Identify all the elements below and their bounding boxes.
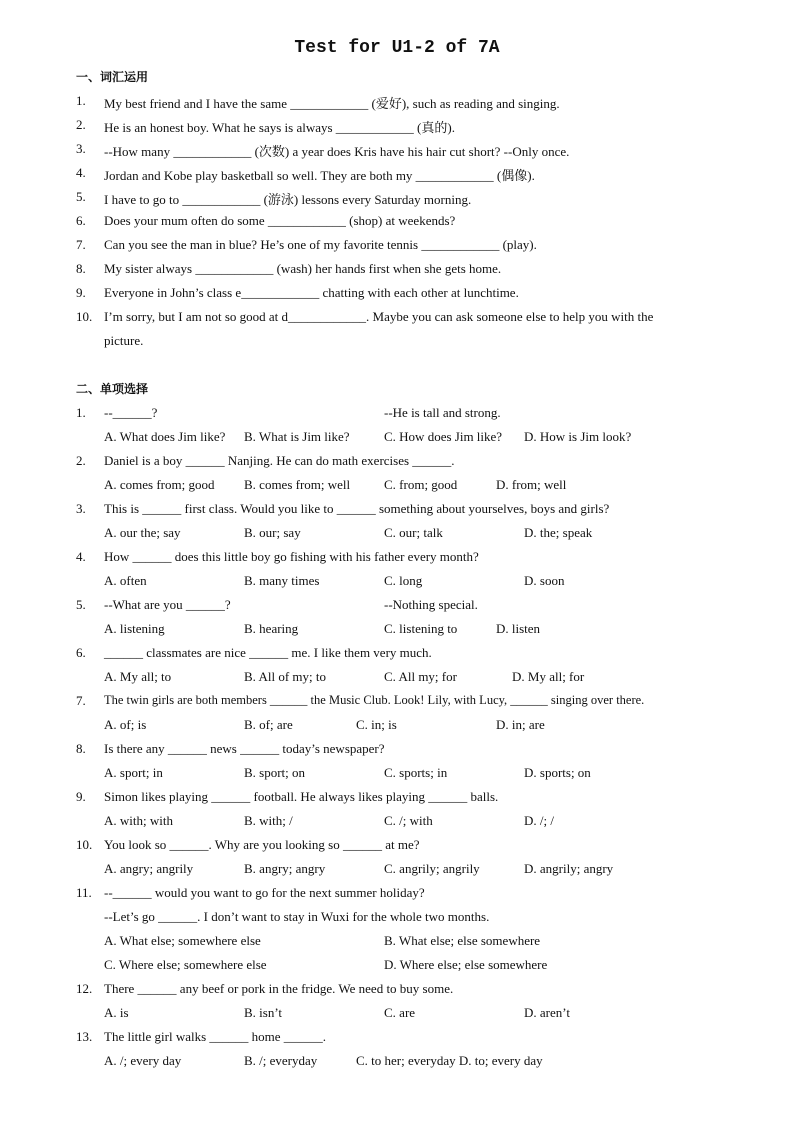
question-text: The little girl walks ______ home ______.: [104, 1029, 327, 1044]
option-b: B. many times: [244, 573, 320, 588]
option-d: D. How is Jim look?: [524, 429, 632, 444]
option-d: D. aren’t: [524, 1005, 570, 1020]
option-b: B. All of my; to: [244, 669, 326, 684]
option-a: A. of; is: [104, 717, 147, 732]
question-number: 10.: [76, 837, 93, 852]
option-d: D. the; speak: [524, 525, 593, 540]
item-number: 7.: [76, 237, 86, 252]
option-d: D. sports; on: [524, 765, 591, 780]
option-b: B. comes from; well: [244, 477, 351, 492]
question-text: How ______ does this little boy go fishing with his father every month?: [104, 549, 479, 564]
option-a: A. our the; say: [104, 525, 181, 540]
question-number: 4.: [76, 549, 86, 564]
option-b: B. hearing: [244, 621, 299, 636]
option-c: C. are: [384, 1005, 416, 1020]
item-text: --How many ____________ (次数) a year does Kris have his hair cut short? --Only once.: [104, 144, 570, 159]
question-text: ______ classmates are nice ______ me. I like them very much.: [104, 645, 432, 660]
option-a: A. angry; angrily: [104, 861, 194, 876]
item-number: 10.: [76, 309, 93, 324]
option-c: C. our; talk: [384, 525, 443, 540]
item-number: 5.: [76, 189, 86, 204]
option-c: C. long: [384, 573, 423, 588]
section-1-heading: 一、词汇运用: [76, 70, 149, 84]
question-text: This is ______ first class. Would you like to ______ something about yourselves, boys and girls?: [104, 501, 610, 516]
item-text: Can you see the man in blue? He’s one of my favorite tennis ____________ (play).: [104, 237, 537, 252]
option-d: D. from; well: [496, 477, 567, 492]
question-number: 5.: [76, 597, 86, 612]
question-reply: --Let’s go ______. I don’t want to stay in Wuxi for the whole two months.: [104, 909, 490, 924]
option-a: A. often: [104, 573, 147, 588]
question-reply: --Nothing special.: [384, 597, 478, 612]
option-c-d: C. to her; everyday D. to; every day: [356, 1053, 543, 1068]
option-a: A. My all; to: [104, 669, 172, 684]
option-c: C. Where else; somewhere else: [104, 957, 267, 972]
item-number: 3.: [76, 141, 86, 156]
item-number: 1.: [76, 93, 86, 108]
question-number: 12.: [76, 981, 93, 996]
item-number: 2.: [76, 117, 86, 132]
item-number: 9.: [76, 285, 86, 300]
question-number: 13.: [76, 1029, 93, 1044]
item-text: Everyone in John’s class e____________ chatting with each other at lunchtime.: [104, 285, 519, 300]
item-text: Jordan and Kobe play basketball so well. They are both my ____________ (偶像).: [104, 168, 535, 183]
question-text: Is there any ______ news ______ today’s newspaper?: [104, 741, 385, 756]
question-number: 2.: [76, 453, 86, 468]
option-b: B. angry; angry: [244, 861, 326, 876]
question-text: You look so ______. Why are you looking so ______ at me?: [104, 837, 420, 852]
option-c: C. from; good: [384, 477, 458, 492]
option-a: A. is: [104, 1005, 129, 1020]
question-text: --What are you ______?: [104, 597, 231, 612]
option-b: B. with; /: [244, 813, 293, 828]
option-a: A. with; with: [104, 813, 173, 828]
option-b: B. /; everyday: [244, 1053, 318, 1068]
item-text: I have to go to ____________ (游泳) lessons every Saturday morning.: [104, 192, 472, 207]
option-b: B. isn’t: [244, 1005, 283, 1020]
option-b: B. sport; on: [244, 765, 306, 780]
item-number: 8.: [76, 261, 86, 276]
item-text-continued: picture.: [104, 333, 144, 348]
option-c: C. /; with: [384, 813, 433, 828]
question-number: 6.: [76, 645, 86, 660]
item-text: He is an honest boy. What he says is always ____________ (真的).: [104, 120, 455, 135]
page-title: Test for U1-2 of 7A: [294, 38, 500, 58]
option-c: C. sports; in: [384, 765, 448, 780]
option-d: D. soon: [524, 573, 565, 588]
item-number: 4.: [76, 165, 86, 180]
question-number: 8.: [76, 741, 86, 756]
item-text: My best friend and I have the same ____________ (爱好), such as reading and singing.: [104, 96, 560, 111]
option-d: D. Where else; else somewhere: [384, 957, 548, 972]
question-number: 11.: [76, 885, 92, 900]
option-b: B. our; say: [244, 525, 301, 540]
option-b: B. of; are: [244, 717, 293, 732]
option-c: C. angrily; angrily: [384, 861, 480, 876]
question-text: The twin girls are both members ______ the Music Club. Look! Lily, with Lucy, ______ singing over there.: [104, 693, 645, 707]
item-text: I’m sorry, but I am not so good at d____________. Maybe you can ask someone else to help you with the: [104, 309, 654, 324]
option-d: D. /; /: [524, 813, 554, 828]
option-c: C. All my; for: [384, 669, 457, 684]
option-c: C. listening to: [384, 621, 458, 636]
section-2-heading: 二、单项选择: [76, 382, 149, 396]
option-c: C. How does Jim like?: [384, 429, 503, 444]
question-number: 9.: [76, 789, 86, 804]
option-d: D. listen: [496, 621, 541, 636]
question-text: Simon likes playing ______ football. He always likes playing ______ balls.: [104, 789, 499, 804]
item-text: My sister always ____________ (wash) her hands first when she gets home.: [104, 261, 502, 276]
item-number: 6.: [76, 213, 86, 228]
option-d: D. angrily; angry: [524, 861, 614, 876]
question-number: 1.: [76, 405, 86, 420]
option-a: A. listening: [104, 621, 165, 636]
option-a: A. comes from; good: [104, 477, 215, 492]
option-b: B. What else; else somewhere: [384, 933, 541, 948]
item-text: Does your mum often do some ____________ (shop) at weekends?: [104, 213, 456, 228]
option-a: A. What else; somewhere else: [104, 933, 261, 948]
option-b: B. What is Jim like?: [244, 429, 350, 444]
option-a: A. /; every day: [104, 1053, 182, 1068]
option-a: A. What does Jim like?: [104, 429, 226, 444]
option-d: D. in; are: [496, 717, 545, 732]
question-number: 7.: [76, 693, 86, 708]
question-text: --______ would you want to go for the next summer holiday?: [104, 885, 425, 900]
question-text: There ______ any beef or pork in the fridge. We need to buy some.: [104, 981, 454, 996]
option-d: D. My all; for: [512, 669, 585, 684]
question-reply: --He is tall and strong.: [384, 405, 501, 420]
option-c: C. in; is: [356, 717, 397, 732]
question-number: 3.: [76, 501, 86, 516]
option-a: A. sport; in: [104, 765, 163, 780]
question-text: --______?: [104, 405, 158, 420]
question-text: Daniel is a boy ______ Nanjing. He can do math exercises ______.: [104, 453, 455, 468]
